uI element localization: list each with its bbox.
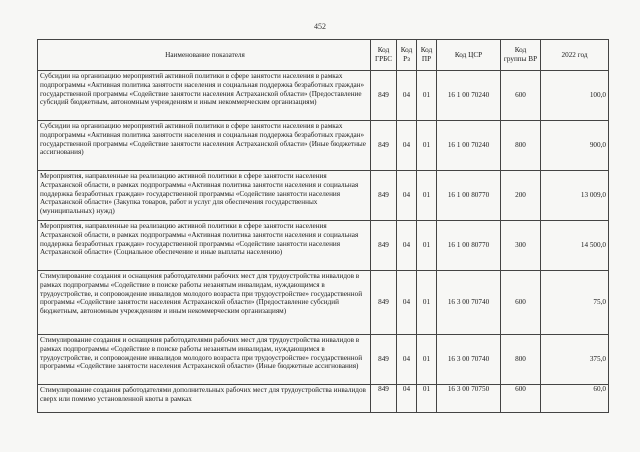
row-grbs: 849 [371, 335, 397, 385]
row-vr: 600 [501, 385, 541, 413]
row-vr: 200 [501, 171, 541, 221]
table-row [38, 71, 609, 121]
row-pr: 01 [417, 171, 437, 221]
row-name: Субсидии на организацию мероприятий активной политики в сфере занятости населения в рамках подпрограммы «Активная политика занятости населения и социальная поддержка безработных граждан» государственной программы «Содействие занятости населения Астраханской области» (Иные бюджетные ассигнования) [38, 121, 371, 171]
row-vr: 800 [501, 121, 541, 171]
header-rz: Код Рз [397, 40, 417, 71]
header-name: Наименование показателя [38, 40, 371, 71]
row-amount: 14 500,0 [541, 221, 609, 271]
row-pr: 01 [417, 221, 437, 271]
row-vr: 600 [501, 71, 541, 121]
row-name: Мероприятия, направленные на реализацию активной политики в сфере занятости населения Астраханской области, в рамках подпрограммы «Активная политика занятости населения и социальная поддержка безработных граждан» государственной программы «Содействие занятости населения Астраханской области» (Закупка товаров, работ и услуг для обеспечения государственных (муниципальных) нужд) [38, 171, 371, 221]
row-rz: 04 [397, 71, 417, 121]
row-vr: 800 [501, 335, 541, 385]
row-name: Субсидии на организацию мероприятий активной политики в сфере занятости населения в рамках подпрограммы «Активная политика занятости населения и социальная поддержка безработных граждан» государственной программы «Содействие занятости населения Астраханской области» (Предоставление субсидий бюджетным, автономным учреждениям и иным некоммерческим организациям) [38, 71, 371, 121]
budget-table [37, 39, 609, 413]
row-name: Стимулирование создания и оснащения работодателями рабочих мест для трудоустройства инвалидов в рамках подпрограммы «Содействие в поиске работы незанятым инвалидам, нуждающимся в трудоустройстве, и сопровождение инвалидов молодого возраста при трудоустройстве» государственной программы «Содействие занятости населения Астраханской области» (Предоставление субсидий бюджетным, автономным учреждениям и иным некоммерческим организациям) [38, 271, 371, 335]
header-pr: Код ПР [417, 40, 437, 71]
page-number: 452 [314, 22, 326, 31]
row-grbs: 849 [371, 221, 397, 271]
row-pr: 01 [417, 271, 437, 335]
row-grbs: 849 [371, 171, 397, 221]
row-pr: 01 [417, 71, 437, 121]
row-pr: 01 [417, 385, 437, 413]
row-grbs: 849 [371, 121, 397, 171]
row-amount: 75,0 [541, 271, 609, 335]
row-pr: 01 [417, 121, 437, 171]
row-amount: 900,0 [541, 121, 609, 171]
header-csr: Код ЦСР [437, 40, 501, 71]
row-grbs: 849 [371, 385, 397, 413]
header-vr: Код группы ВР [501, 40, 541, 71]
row-grbs: 849 [371, 271, 397, 335]
header-year: 2022 год [541, 40, 609, 71]
row-vr: 600 [501, 271, 541, 335]
row-pr: 01 [417, 335, 437, 385]
row-csr: 16 1 00 70240 [437, 121, 501, 171]
row-amount: 375,0 [541, 335, 609, 385]
row-csr: 16 3 00 70740 [437, 335, 501, 385]
row-csr: 16 1 00 80770 [437, 221, 501, 271]
row-amount: 13 009,0 [541, 171, 609, 221]
row-rz: 04 [397, 271, 417, 335]
table-row [38, 335, 609, 385]
row-rz: 04 [397, 385, 417, 413]
row-csr: 16 3 00 70740 [437, 271, 501, 335]
row-vr: 300 [501, 221, 541, 271]
table-row [38, 385, 609, 413]
row-rz: 04 [397, 171, 417, 221]
row-name: Мероприятия, направленные на реализацию активной политики в сфере занятости населения Астраханской области, в рамках подпрограммы «Активная политика занятости населения и социальная поддержка безработных граждан» государственной программы «Содействие занятости населения Астраханской области» (Социальное обеспечение и иные выплаты населению) [38, 221, 371, 271]
row-rz: 04 [397, 221, 417, 271]
table-header-row [38, 40, 609, 71]
table-row [38, 121, 609, 171]
row-name: Стимулирование создания и оснащения работодателями рабочих мест для трудоустройства инвалидов в рамках подпрограммы «Содействие в поиске работы незанятым инвалидам, нуждающимся в трудоустройстве, и сопровождение инвалидов молодого возраста при трудоустройстве» государственной программы «Содействие занятости населения Астраханской области» (Иные бюджетные ассигнования) [38, 335, 371, 385]
row-amount: 100,0 [541, 71, 609, 121]
row-name: Стимулирование создания работодателями дополнительных рабочих мест для трудоустройства инвалидов сверх или помимо установленной квоты в рамках [38, 385, 371, 413]
table-row [38, 271, 609, 335]
header-grbs: Код ГРБС [371, 40, 397, 71]
row-grbs: 849 [371, 71, 397, 121]
row-csr: 16 1 00 80770 [437, 171, 501, 221]
row-csr: 16 1 00 70240 [437, 71, 501, 121]
row-rz: 04 [397, 335, 417, 385]
row-amount: 60,0 [541, 385, 609, 413]
row-csr: 16 3 00 70750 [437, 385, 501, 413]
table-row [38, 221, 609, 271]
row-rz: 04 [397, 121, 417, 171]
table-row [38, 171, 609, 221]
